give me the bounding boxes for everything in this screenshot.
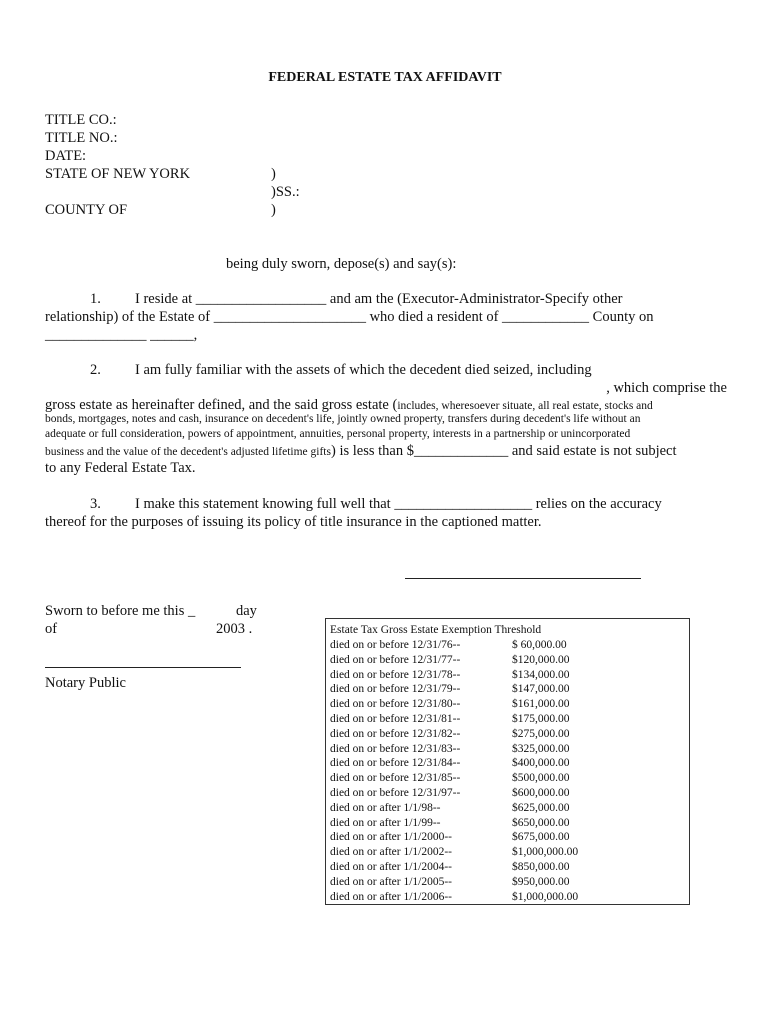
period-cell: died on or after 1/1/99-- xyxy=(330,816,441,829)
paragraph-2-line-5: adequate or full consideration, powers of appointment, annuities, personal property, interests in a partnership or unincorporated xyxy=(45,428,631,440)
of-label: of xyxy=(45,621,58,637)
period-cell: died on or after 1/1/2006-- xyxy=(330,890,452,903)
paragraph-2-line-6a: business and the value of the decedent's adjusted lifetime gifts xyxy=(45,446,331,458)
amount-cell: $120,000.00 xyxy=(512,653,570,666)
document-title: FEDERAL ESTATE TAX AFFIDAVIT xyxy=(268,70,502,85)
paragraph-2-line-7: to any Federal Estate Tax. xyxy=(45,460,196,476)
period-cell: died on or before 12/31/84-- xyxy=(330,757,461,770)
paragraph-2-line-3b: includes, wheresoever situate, all real estate, stocks and xyxy=(397,400,653,412)
amount-cell: $625,000.00 xyxy=(512,801,570,814)
date-label: DATE: xyxy=(45,148,87,164)
paragraph-3-line-1: I make this statement knowing full well that ___________________ relies on the accuracy xyxy=(135,496,662,512)
amount-cell: $1,000,000.00 xyxy=(512,890,579,903)
paragraph-1-line-2: relationship) of the Estate of _____________________ who died a resident of ____________ County on xyxy=(45,309,654,325)
period-cell: died on or after 1/1/2005-- xyxy=(330,875,452,888)
amount-cell: $175,000.00 xyxy=(512,713,570,725)
amount-cell: $ 60,000.00 xyxy=(512,639,567,651)
affiant-signature-line[interactable] xyxy=(405,578,641,579)
period-cell: died on or before 12/31/82-- xyxy=(330,727,461,740)
title-no-label: TITLE NO.: xyxy=(45,130,118,146)
paragraph-2-line-1: I am fully familiar with the assets of which the decedent died seized, including xyxy=(135,362,592,378)
amount-cell: $161,000.00 xyxy=(512,698,570,711)
period-cell: died on or after 1/1/2004-- xyxy=(330,861,452,873)
period-cell: died on or before 12/31/77-- xyxy=(330,653,461,666)
period-cell: died on or before 12/31/79-- xyxy=(330,683,461,696)
paragraph-3-line-2: thereof for the purposes of issuing its policy of title insurance in the captioned matter. xyxy=(45,514,542,530)
notary-public-label: Notary Public xyxy=(45,675,126,691)
period-cell: died on or after 1/1/2002-- xyxy=(330,846,452,859)
paragraph-3-number: 3. xyxy=(90,496,101,512)
period-cell: died on or before 12/31/81-- xyxy=(330,713,461,725)
period-cell: died on or before 12/31/76-- xyxy=(330,639,461,651)
period-cell: died on or before 12/31/80-- xyxy=(330,698,461,711)
period-cell: died on or before 12/31/78-- xyxy=(330,668,461,681)
amount-cell: $600,000.00 xyxy=(512,787,570,799)
amount-cell: $400,000.00 xyxy=(512,757,570,770)
day-label: day xyxy=(236,603,257,619)
amount-cell: $950,000.00 xyxy=(512,875,570,888)
paragraph-2-line-2: , which comprise the xyxy=(606,380,727,396)
paragraph-1-line-1: I reside at __________________ and am the (Executor-Administrator-Specify other xyxy=(135,291,623,307)
paren-bottom: ) xyxy=(271,202,276,218)
paragraph-2-number: 2. xyxy=(90,362,101,378)
amount-cell: $500,000.00 xyxy=(512,772,570,785)
paragraph-2-line-3a: gross estate as hereinafter defined, and the said gross estate ( xyxy=(45,397,398,413)
period-cell: died on or after 1/1/2000-- xyxy=(330,831,452,844)
amount-cell: $325,000.00 xyxy=(512,742,570,755)
exemption-threshold-table xyxy=(325,618,690,905)
paragraph-1-number: 1. xyxy=(90,291,101,307)
amount-cell: $147,000.00 xyxy=(512,683,570,696)
amount-cell: $850,000.00 xyxy=(512,861,570,873)
amount-cell: $134,000.00 xyxy=(512,668,570,681)
paragraph-2-line-6b: ) is less than $_____________ and said estate is not subject xyxy=(330,443,677,459)
deposition-line: being duly sworn, depose(s) and say(s): xyxy=(226,256,457,272)
period-cell: died on or after 1/1/98-- xyxy=(330,801,441,814)
ss-label: )SS.: xyxy=(271,184,300,200)
county-label: COUNTY OF xyxy=(45,202,128,218)
table-header: Estate Tax Gross Estate Exemption Threshold xyxy=(330,624,542,636)
state-label: STATE OF NEW YORK xyxy=(45,166,191,182)
period-cell: died on or before 12/31/85-- xyxy=(330,772,461,785)
paren-top: ) xyxy=(271,166,276,182)
paragraph-1-line-3: ______________ ______, xyxy=(45,327,198,343)
title-co-label: TITLE CO.: xyxy=(45,112,117,128)
year-label: 2003 . xyxy=(216,621,253,637)
sworn-before-me-text: Sworn to before me this _ xyxy=(45,603,196,619)
amount-cell: $675,000.00 xyxy=(512,831,570,844)
amount-cell: $650,000.00 xyxy=(512,816,570,829)
period-cell: died on or before 12/31/83-- xyxy=(330,742,461,755)
paragraph-2-line-4: bonds, mortgages, notes and cash, insurance on decedent's life, jointly owned property, transfers during decedent's life without an xyxy=(45,413,641,425)
period-cell: died on or before 12/31/97-- xyxy=(330,787,461,799)
amount-cell: $275,000.00 xyxy=(512,727,570,740)
notary-signature-line[interactable] xyxy=(45,667,241,668)
amount-cell: $1,000,000.00 xyxy=(512,846,579,859)
